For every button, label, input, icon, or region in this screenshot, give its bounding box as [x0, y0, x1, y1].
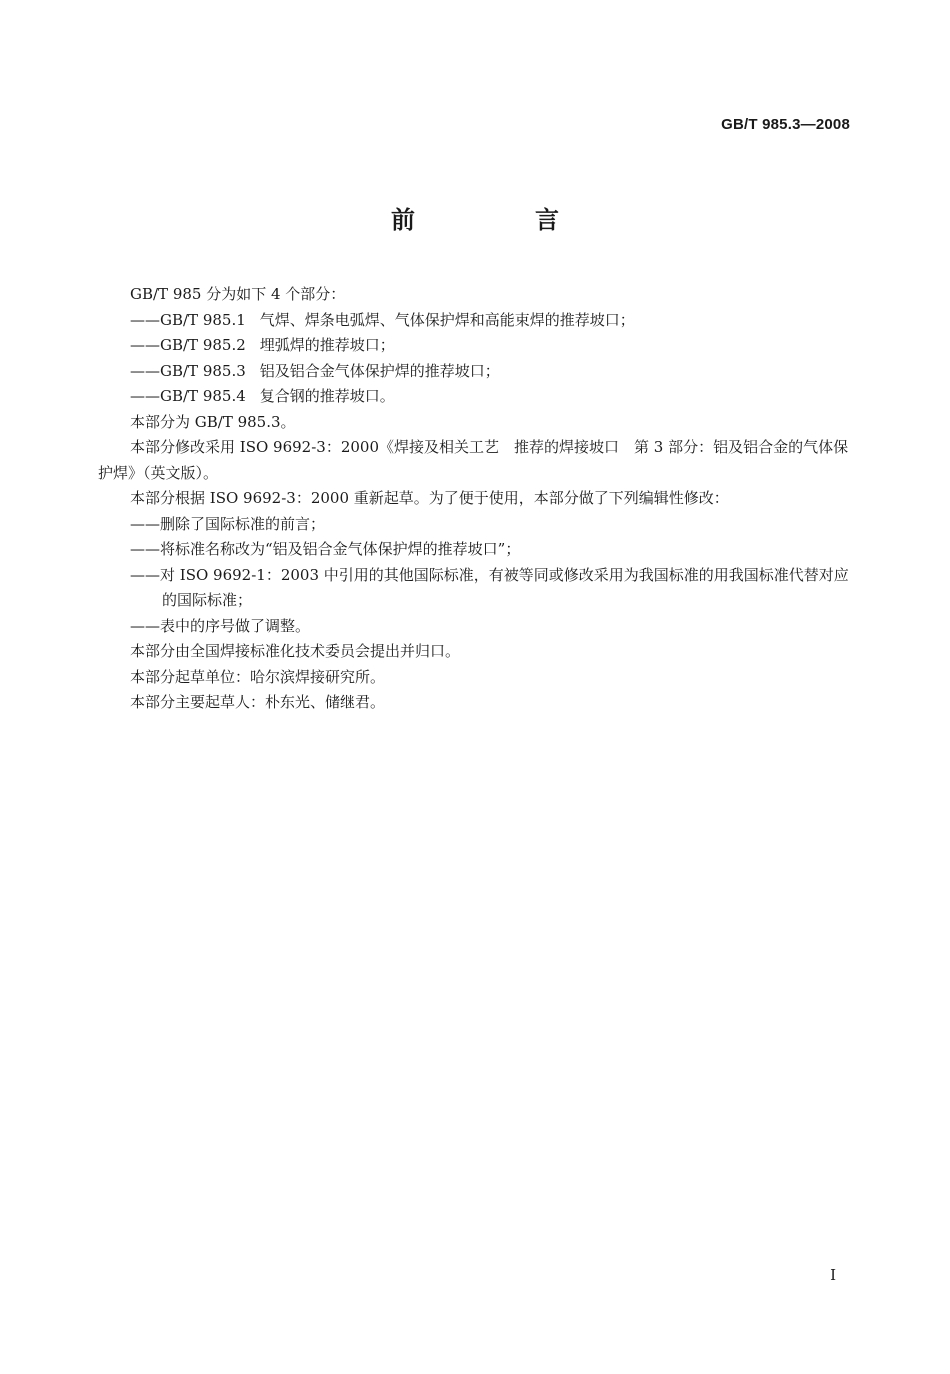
part-desc: 埋弧焊的推荐坡口；: [259, 336, 395, 354]
standard-code: GB/T 985.3—2008: [721, 116, 850, 133]
intro-line: GB/T 985 分为如下 4 个部分：: [130, 285, 346, 303]
drafters-line: 本部分主要起草人：朴东光、储继君。: [130, 693, 386, 711]
change-item: ——表中的序号做了调整。: [130, 616, 311, 635]
part-desc: 气焊、焊条电弧焊、气体保护焊和高能束焊的推荐坡口；: [259, 310, 635, 329]
part-desc: 复合钢的推荐坡口。: [259, 387, 395, 405]
proposed-by-line: 本部分由全国焊接标准化技术委员会提出并归口。: [130, 642, 461, 660]
part-code: ——GB/T 985.2: [130, 336, 246, 354]
part-desc: 铝及铝合金气体保护焊的推荐坡口；: [259, 361, 500, 380]
change-item: ——对 ISO 9692-1：2003 中引用的其他国际标准，有被等同或修改采用为我国标准的用我国标准代替对应的国际标准；: [130, 565, 849, 609]
foreword-body: [98, 282, 850, 716]
page-number: I: [830, 1266, 836, 1284]
part-code: ——GB/T 985.3: [130, 361, 246, 380]
adoption-paragraph: 本部分修改采用 ISO 9692-3：2000《焊接及相关工艺 推荐的焊接坡口 第 3 部分：铝及铝合金的气体保护焊》（英文版）。: [98, 438, 849, 482]
redraft-paragraph: 本部分根据 ISO 9692-3：2000 重新起草。为了便于使用，本部分做了下列编辑性修改：: [130, 489, 729, 507]
drafting-unit-line: 本部分起草单位：哈尔滨焊接研究所。: [130, 667, 386, 686]
page-title: 前 言: [391, 206, 607, 234]
part-item: [98, 333, 850, 359]
change-item: ——将标准名称改为“铝及铝合金气体保护焊的推荐坡口”；: [130, 540, 521, 558]
this-part-line: 本部分为 GB/T 985.3。: [130, 412, 296, 431]
part-item: [98, 359, 850, 385]
part-item: [98, 384, 850, 410]
part-item: [98, 308, 850, 334]
change-item: ——删除了国际标准的前言；: [130, 514, 326, 533]
part-code: ——GB/T 985.4: [130, 387, 246, 405]
part-code: ——GB/T 985.1: [130, 310, 246, 329]
